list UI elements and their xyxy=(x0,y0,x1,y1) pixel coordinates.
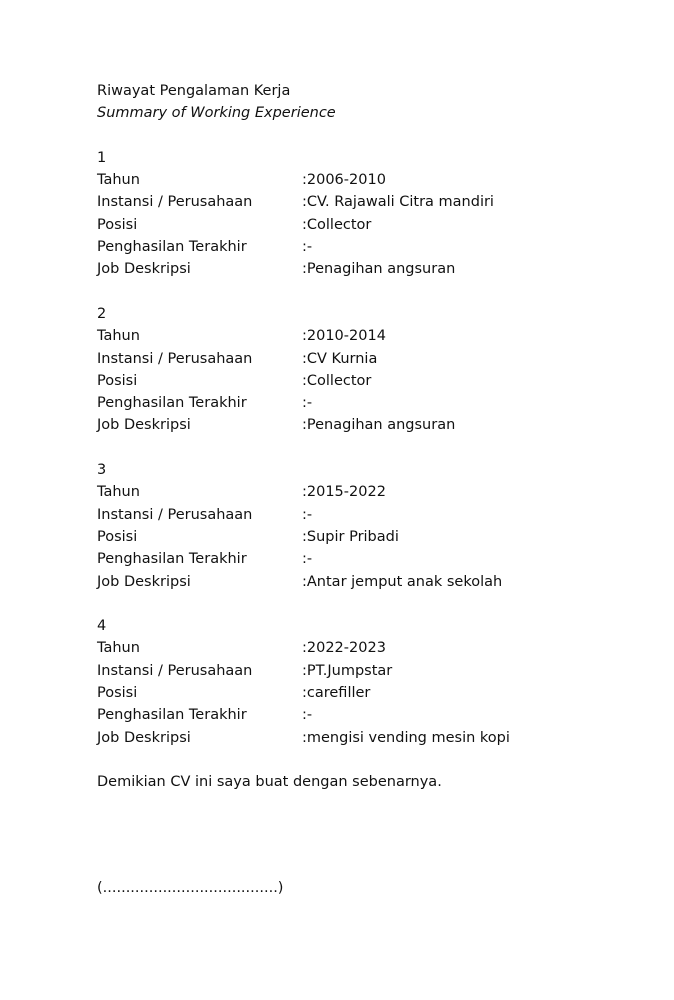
job-description-label: Job Deskripsi xyxy=(97,417,191,434)
experience-entry-2 xyxy=(97,303,657,437)
document-title: Riwayat Pengalaman Kerja xyxy=(97,83,291,99)
company-value: :PT.Jumpstar xyxy=(302,662,393,679)
company-value: :CV Kurnia xyxy=(302,350,378,367)
closing-statement: Demikian CV ini saya buat dengan sebenarnya. xyxy=(97,774,442,791)
last-income-row xyxy=(97,392,657,414)
company-value: :CV. Rajawali Citra mandiri xyxy=(302,194,494,211)
last-income-value: :- xyxy=(302,707,313,724)
last-income-label: Penghasilan Terakhir xyxy=(97,551,247,568)
year-value: :2006-2010 xyxy=(302,172,386,189)
company-row xyxy=(97,191,657,213)
spacer xyxy=(97,125,657,147)
experience-entry-4 xyxy=(97,615,657,749)
last-income-row xyxy=(97,704,657,726)
experience-entry-1 xyxy=(97,147,657,281)
position-row xyxy=(97,682,657,704)
job-description-value: :Penagihan angsuran xyxy=(302,261,456,278)
experience-entry-3 xyxy=(97,459,657,593)
position-label: Posisi xyxy=(97,528,138,545)
spacer xyxy=(97,437,657,459)
company-label: Instansi / Perusahaan xyxy=(97,194,253,211)
company-row xyxy=(97,504,657,526)
year-label: Tahun xyxy=(97,328,140,345)
job-description-row xyxy=(97,414,657,436)
job-description-label: Job Deskripsi xyxy=(97,573,191,590)
last-income-label: Penghasilan Terakhir xyxy=(97,707,247,724)
last-income-label: Penghasilan Terakhir xyxy=(97,239,247,256)
year-label: Tahun xyxy=(97,172,140,189)
last-income-row xyxy=(97,236,657,258)
year-label: Tahun xyxy=(97,484,140,501)
job-description-value: :mengisi vending mesin kopi xyxy=(302,729,510,746)
company-label: Instansi / Perusahaan xyxy=(97,662,253,679)
position-label: Posisi xyxy=(97,372,138,389)
company-row xyxy=(97,348,657,370)
job-description-row xyxy=(97,258,657,280)
position-value: :Collector xyxy=(302,216,372,233)
year-row xyxy=(97,481,657,503)
position-row xyxy=(97,370,657,392)
position-value: :Collector xyxy=(302,372,372,389)
last-income-value: :- xyxy=(302,239,313,256)
job-description-value: :Penagihan angsuran xyxy=(302,417,456,434)
position-label: Posisi xyxy=(97,685,138,702)
last-income-value: :- xyxy=(302,395,313,412)
entry-number: 1 xyxy=(97,149,107,166)
company-label: Instansi / Perusahaan xyxy=(97,506,253,523)
job-description-label: Job Deskripsi xyxy=(97,729,191,746)
job-description-row xyxy=(97,727,657,749)
document-body xyxy=(97,80,657,794)
spacer xyxy=(97,281,657,303)
year-row xyxy=(97,325,657,347)
last-income-row xyxy=(97,548,657,570)
year-value: :2010-2014 xyxy=(302,328,386,345)
position-value: :Supir Pribadi xyxy=(302,528,399,545)
year-label: Tahun xyxy=(97,640,140,657)
job-description-value: :Antar jemput anak sekolah xyxy=(302,573,503,590)
position-value: :carefiller xyxy=(302,685,371,702)
position-row xyxy=(97,214,657,236)
signature-line: (......................................) xyxy=(97,880,284,896)
company-row xyxy=(97,660,657,682)
job-description-label: Job Deskripsi xyxy=(97,261,191,278)
company-value: :- xyxy=(302,506,313,523)
year-value: :2015-2022 xyxy=(302,484,386,501)
spacer xyxy=(97,593,657,615)
last-income-label: Penghasilan Terakhir xyxy=(97,395,247,412)
year-row xyxy=(97,637,657,659)
spacer xyxy=(97,749,657,771)
position-label: Posisi xyxy=(97,216,138,233)
job-description-row xyxy=(97,571,657,593)
entry-number: 4 xyxy=(97,618,107,635)
year-value: :2022-2023 xyxy=(302,640,386,657)
entry-number: 2 xyxy=(97,305,107,322)
entry-number: 3 xyxy=(97,462,107,479)
last-income-value: :- xyxy=(302,551,313,568)
year-row xyxy=(97,169,657,191)
company-label: Instansi / Perusahaan xyxy=(97,350,253,367)
position-row xyxy=(97,526,657,548)
document-subtitle: Summary of Working Experience xyxy=(97,105,336,122)
